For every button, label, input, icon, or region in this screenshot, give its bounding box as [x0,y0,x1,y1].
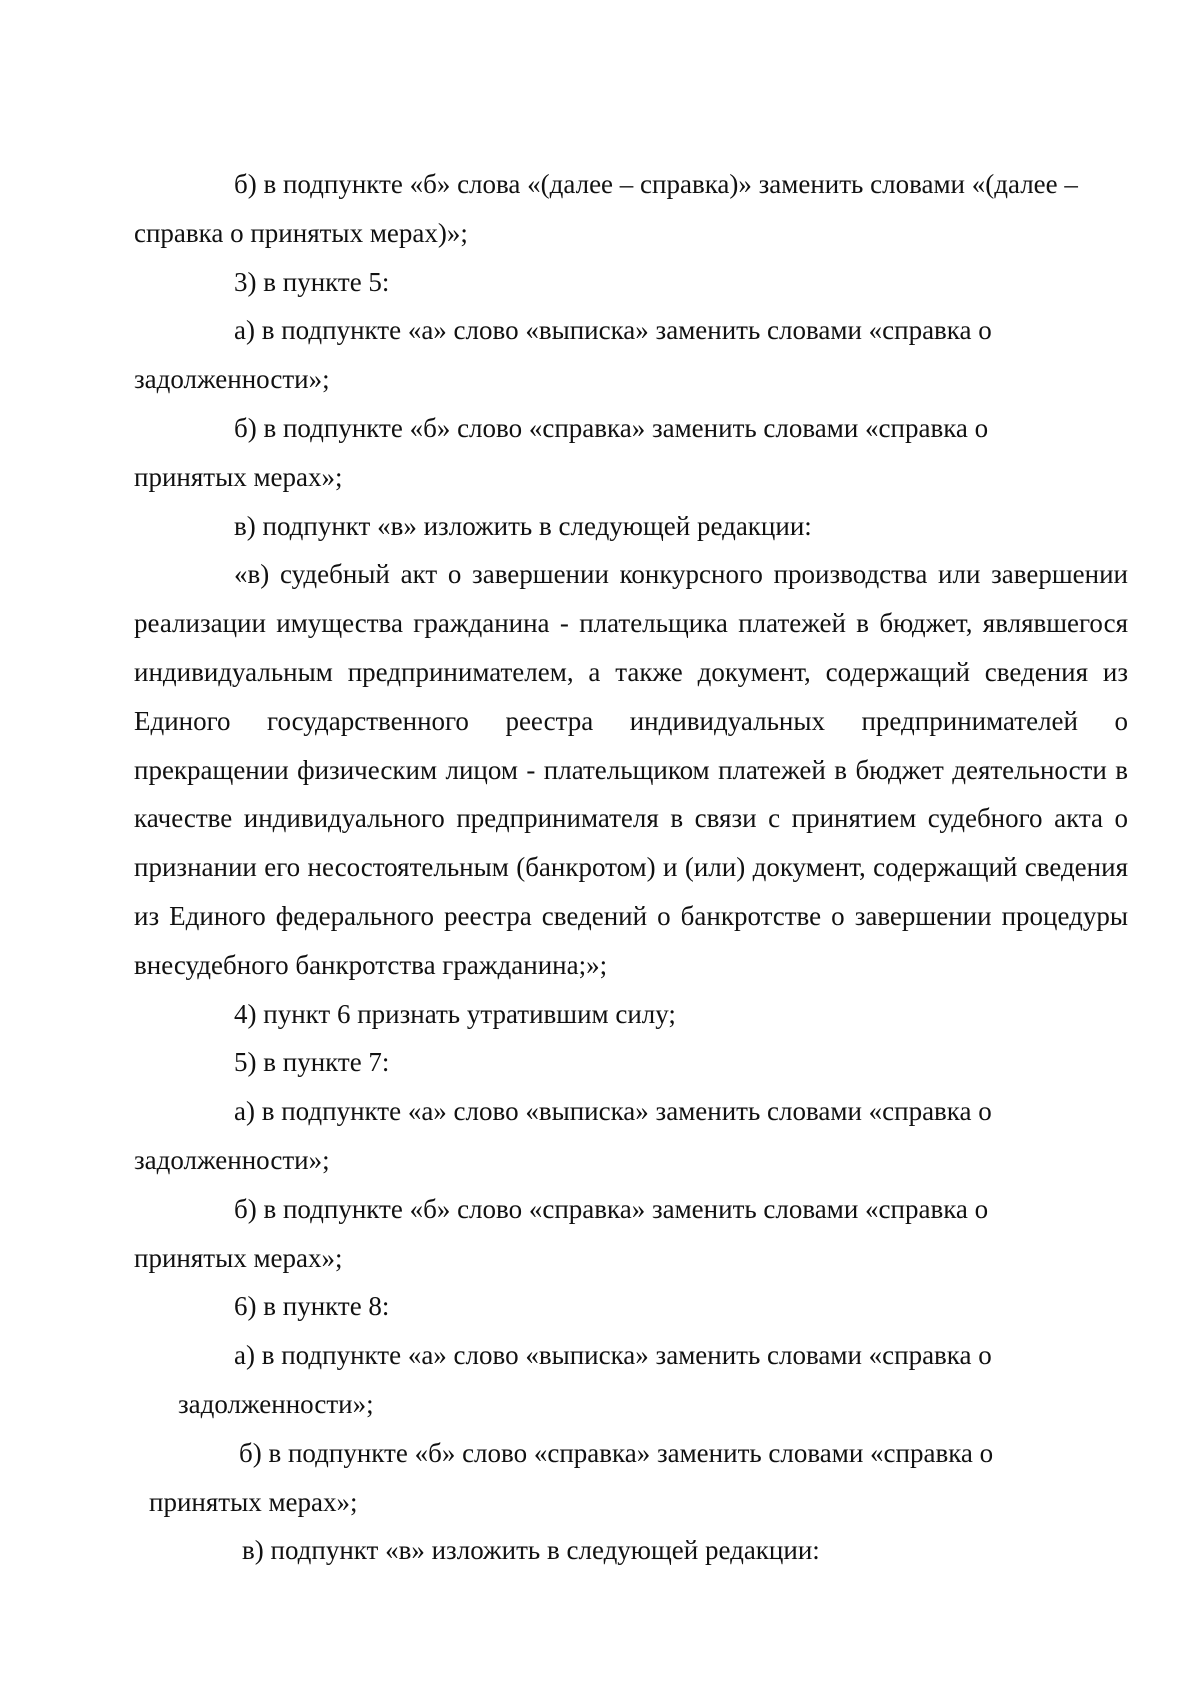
paragraph-5-b [134,1185,1128,1283]
paragraph-line: 3) в пункте 5: [234,266,390,297]
paragraph-item-6 [134,1282,1128,1331]
paragraph-line: 4) пункт 6 признать утратившим силу; [234,998,676,1029]
paragraph-line: б) в подпункте «б» слова «(далее – справка)» заменить словами «(далее – [234,169,1078,199]
paragraph-3-v [134,502,1128,551]
paragraph-quoted-v: «в) судебный акт о завершении конкурсного производства или завершении реализации имущества гражданина - плательщика платежей в бюджет, являвшегося индивидуальным предпринимателем, а также документ, содержащий сведения из Единого государственного реестра индивидуальных предпринимателей о прекращении физическим лицом - плательщиком платежей в бюджет деятельности в качестве индивидуального предпринимателя в связи с принятием судебного акта о признании его несостоятельным (банкротом) и (или) документ, содержащий сведения из Единого федерального реестра сведений о банкротстве о завершении процедуры внесудебного банкротства гражданина;»; [134,559,1128,980]
paragraph-line: а) в подпункте «а» слово «выписка» заменить словами «справка о [234,315,992,346]
paragraph-line: в) подпункт «в» изложить в следующей редакции: [242,1535,820,1566]
paragraph-line: б) в подпункте «б» слово «справка» заменить словами «справка о [239,1437,994,1468]
paragraph-line: задолженности»; [134,364,330,395]
paragraph-item-4 [134,990,1128,1039]
paragraph-line: задолженности»; [134,1144,330,1175]
paragraph-item-3 [134,258,1128,307]
paragraph-line: б) в подпункте «б» слово «справка» заменить словами «справка о [234,1193,989,1224]
paragraph-line: задолженности»; [178,1388,374,1419]
paragraph-line: а) в подпункте «а» слово «выписка» заменить словами «справка о [234,1340,992,1371]
paragraph-5-a [134,1087,1128,1185]
paragraph-line: принятых мерах»; [134,461,343,492]
paragraph-6-b [134,1429,1128,1527]
paragraph-line: принятых мерах»; [149,1486,358,1517]
paragraph-line: а) в подпункте «а» слово «выписка» заменить словами «справка о [234,1096,992,1127]
paragraph-line: 5) в пункте 7: [234,1047,390,1078]
paragraph-b-mery [134,160,1128,258]
paragraph-3-b [134,404,1128,502]
paragraph-line: принятых мерах»; [134,1242,343,1273]
paragraph-line: 6) в пункте 8: [234,1291,390,1322]
paragraph-line: в) подпункт «в» изложить в следующей редакции: [234,510,812,541]
paragraph-line: б) в подпункте «б» слово «справка» заменить словами «справка о [234,412,989,443]
paragraph-6-a [134,1331,1128,1429]
paragraph-6-v [134,1526,1128,1575]
paragraph-line: справка о принятых мерах)»; [134,217,468,248]
document-body [134,160,1128,1575]
paragraph-item-5 [134,1038,1128,1087]
paragraph-3-a [134,306,1128,404]
